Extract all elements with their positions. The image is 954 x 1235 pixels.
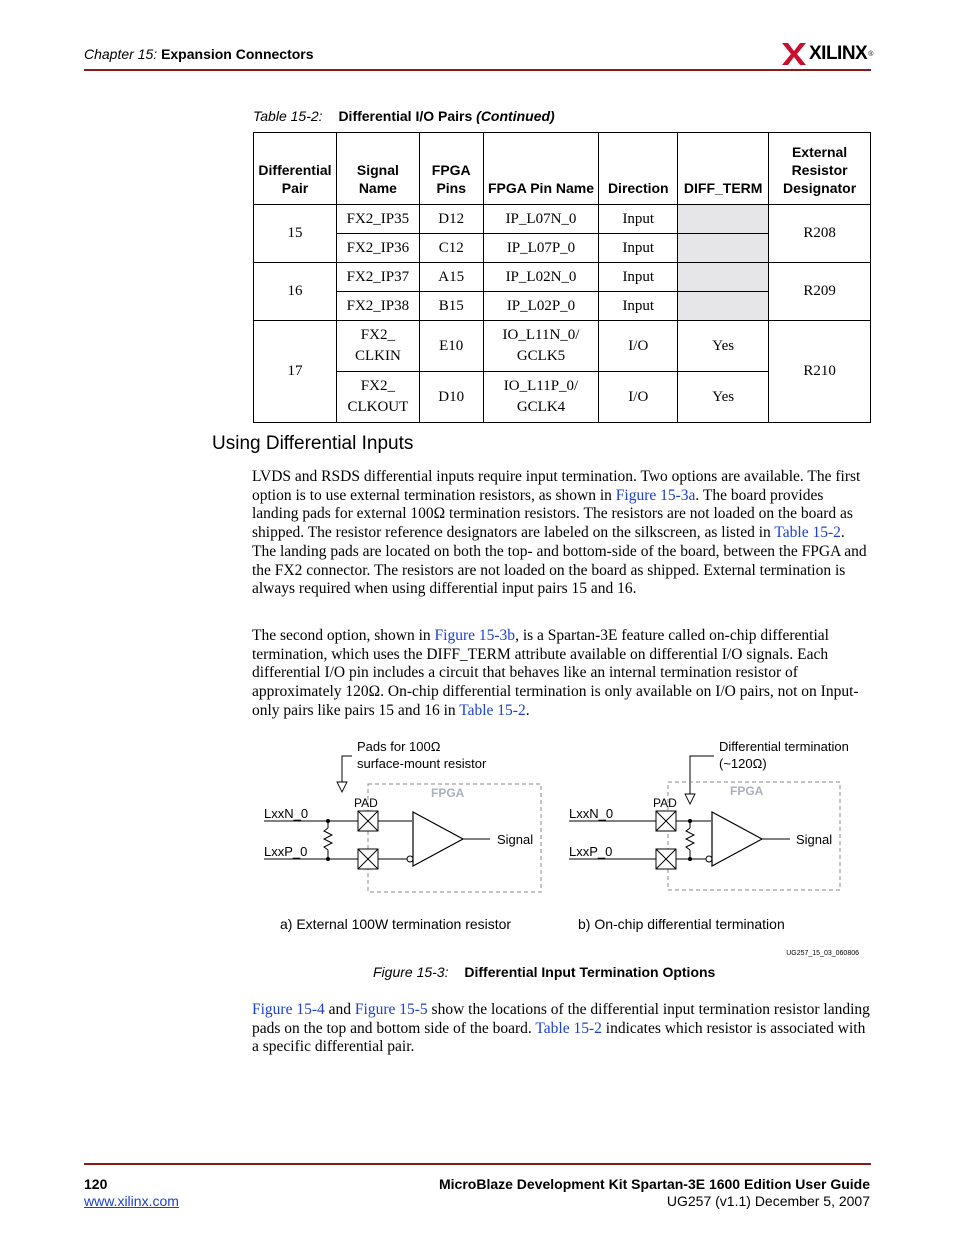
callout-left-arrow — [342, 756, 352, 786]
table-caption — [253, 108, 555, 124]
pad-label-left: PAD — [354, 796, 378, 810]
callout-right-line1: Differential termination — [719, 739, 849, 754]
link-figure-15-4[interactable]: Figure 15-4 — [252, 1001, 325, 1018]
pad-n-left-icon — [358, 811, 378, 831]
table-title: Differential I/O Pairs — [338, 108, 473, 124]
cell-pin: D10 — [419, 372, 483, 423]
page-number: 120 — [84, 1176, 108, 1192]
cell-pin: D12 — [419, 205, 483, 234]
paragraph-1: LVDS and RSDS differential inputs require input termination. Two options are available. The first option is to use external termination resistors, as shown in Figure 15-3a. The board provides landing pads for external 100Ω termination resistors. The resistors are not loaded on the board as shipped. The resistor reference designators are labeled on the silkscreen, as listed in Table 15-2. The landing pads are located on both the top- and bottom-side of the board, between the FPGA and the FX2 connector. The resistors are not loaded on the board as shipped. External termination is always required when using differential input pairs 15 and 16. — [252, 468, 867, 598]
cell-direction: Input — [599, 205, 678, 234]
col-header-fpga-pins: FPGA Pins — [419, 133, 483, 205]
differential-pairs-table — [253, 132, 871, 423]
chapter-number: Chapter 15: — [84, 46, 158, 62]
footer-url-link[interactable]: www.xilinx.com — [84, 1193, 179, 1209]
link-figure-15-5[interactable]: Figure 15-5 — [354, 1001, 428, 1018]
callout-left-arrowhead — [337, 782, 347, 792]
cell-pin-name: IP_L02P_0 — [483, 292, 599, 321]
cell-pin: E10 — [419, 321, 483, 372]
cell-signal: FX2_ CLKIN — [336, 321, 419, 372]
cell-direction: Input — [599, 263, 678, 292]
col-header-differential-pair: Differential Pair — [254, 133, 337, 205]
link-table-15-2[interactable]: Table 15-2 — [459, 701, 526, 719]
cell-signal: FX2_IP37 — [336, 263, 419, 292]
signal-label-right: Signal — [796, 832, 833, 847]
cell-resistor: R210 — [769, 321, 871, 423]
logo-text: XILINX — [809, 43, 868, 64]
cell-pin: B15 — [419, 292, 483, 321]
cell-pin-name: IP_L02N_0 — [483, 263, 599, 292]
diff-buffer-left-icon — [413, 812, 463, 866]
table-row — [254, 263, 871, 292]
table-header-row — [254, 133, 871, 205]
signal-label-left: Signal — [497, 832, 534, 847]
cell-signal: FX2_IP38 — [336, 292, 419, 321]
lxxp-label-right: LxxP_0 — [569, 844, 613, 859]
figure-code: UG257_15_03_060806 — [786, 950, 859, 957]
cell-direction: Input — [599, 292, 678, 321]
cell-signal: FX2_IP35 — [336, 205, 419, 234]
col-header-signal-name: Signal Name — [336, 133, 419, 205]
cell-pin-name: IO_L11P_0/ GCLK4 — [483, 372, 599, 423]
fpga-label-right: FPGA — [730, 784, 764, 798]
diagram-onchip-termination — [569, 739, 849, 932]
cell-resistor: R209 — [769, 263, 871, 321]
link-figure-15-3b[interactable]: Figure 15-3b — [434, 627, 516, 644]
external-resistor-icon — [324, 828, 332, 850]
footer-rule — [84, 1163, 871, 1165]
lxxn-label-left: LxxN_0 — [264, 806, 309, 821]
section-heading: Using Differential Inputs — [212, 433, 414, 454]
cell-diff-term — [678, 292, 769, 321]
footer-doc-title: MicroBlaze Development Kit Spartan-3E 1600 Edition User Guide — [439, 1176, 870, 1192]
pad-n-right-icon — [656, 811, 676, 831]
lxxp-label-left: LxxP_0 — [264, 844, 308, 859]
internal-resistor-icon — [686, 828, 694, 850]
col-header-diff-term: DIFF_TERM — [678, 133, 769, 205]
figure-caption — [373, 964, 715, 980]
table-row — [254, 321, 871, 372]
col-header-external-resistor: External Resistor Designator — [769, 133, 871, 205]
callout-right-line2: (~120Ω) — [719, 756, 767, 771]
xilinx-logo-icon — [782, 43, 806, 65]
pad-p-right-icon — [656, 849, 676, 869]
cell-direction: I/O — [599, 372, 678, 423]
pad-label-right: PAD — [653, 796, 677, 810]
callout-right-arrow — [690, 756, 714, 798]
cell-signal: FX2_ CLKOUT — [336, 372, 419, 423]
logo-registered: ® — [868, 50, 874, 58]
header-rule — [84, 69, 871, 71]
callout-left-line1: Pads for 100Ω — [357, 739, 441, 754]
table-number: Table 15-2: — [253, 108, 323, 124]
figure-number: Figure 15-3: — [373, 964, 449, 980]
cell-pin-name: IO_L11N_0/ GCLK5 — [483, 321, 599, 372]
cell-diff-term: Yes — [678, 372, 769, 423]
footer-doc-id: UG257 (v1.1) December 5, 2007 — [666, 1193, 870, 1209]
pad-p-left-icon — [358, 849, 378, 869]
table-row — [254, 205, 871, 234]
figure-title: Differential Input Termination Options — [464, 964, 716, 980]
table-continued: (Continued) — [476, 108, 555, 124]
cell-pin: C12 — [419, 234, 483, 263]
cell-resistor: R208 — [769, 205, 871, 263]
termination-figure — [250, 732, 870, 962]
diagram-external-termination — [264, 739, 541, 932]
diff-buffer-right-icon — [712, 812, 762, 866]
running-header — [84, 46, 314, 62]
cell-pair: 17 — [254, 321, 337, 423]
caption-b: b) On-chip differential termination — [578, 916, 785, 932]
callout-right-arrowhead — [685, 794, 695, 804]
link-figure-15-3a[interactable]: Figure 15-3a — [615, 486, 696, 504]
paragraph-2: The second option, shown in Figure 15-3b, is a Spartan-3E feature called on-chip differential termination, which uses the DIFF_TERM attribute available on differential I/O signals. Each differential I/O pin includes a circuit that behaves like an internal termination resistor of approximately 120Ω. On-chip differential termination is only available on I/O pairs, not on Input-only pairs like pairs 15 and 16 in Table 15-2. — [252, 627, 859, 719]
link-table-15-2[interactable]: Table 15-2 — [774, 524, 841, 542]
col-header-fpga-pin-name: FPGA Pin Name — [483, 133, 599, 205]
lxxn-label-right: LxxN_0 — [569, 806, 614, 821]
cell-pin-name: IP_L07P_0 — [483, 234, 599, 263]
cell-direction: Input — [599, 234, 678, 263]
cell-pin: A15 — [419, 263, 483, 292]
callout-left-line2: surface-mount resistor — [357, 756, 487, 771]
cell-diff-term — [678, 234, 769, 263]
chapter-title: Expansion Connectors — [161, 46, 314, 62]
fpga-label-left: FPGA — [431, 786, 465, 800]
link-table-15-2[interactable]: Table 15-2 — [535, 1019, 602, 1037]
cell-diff-term — [678, 263, 769, 292]
cell-direction: I/O — [599, 321, 678, 372]
caption-a: a) External 100W termination resistor — [280, 916, 512, 932]
paragraph-3: Figure 15-4 and Figure 15-5 show the locations of the differential input termination resistor landing pads on the top and bottom side of the board. Table 15-2 indicates which resistor is associated with a specific differential pair. — [252, 1001, 870, 1056]
col-header-direction: Direction — [599, 133, 678, 205]
cell-pair: 16 — [254, 263, 337, 321]
cell-diff-term: Yes — [678, 321, 769, 372]
cell-pin-name: IP_L07N_0 — [483, 205, 599, 234]
cell-signal: FX2_IP36 — [336, 234, 419, 263]
xilinx-logo — [782, 40, 873, 68]
cell-diff-term — [678, 205, 769, 234]
cell-pair: 15 — [254, 205, 337, 263]
